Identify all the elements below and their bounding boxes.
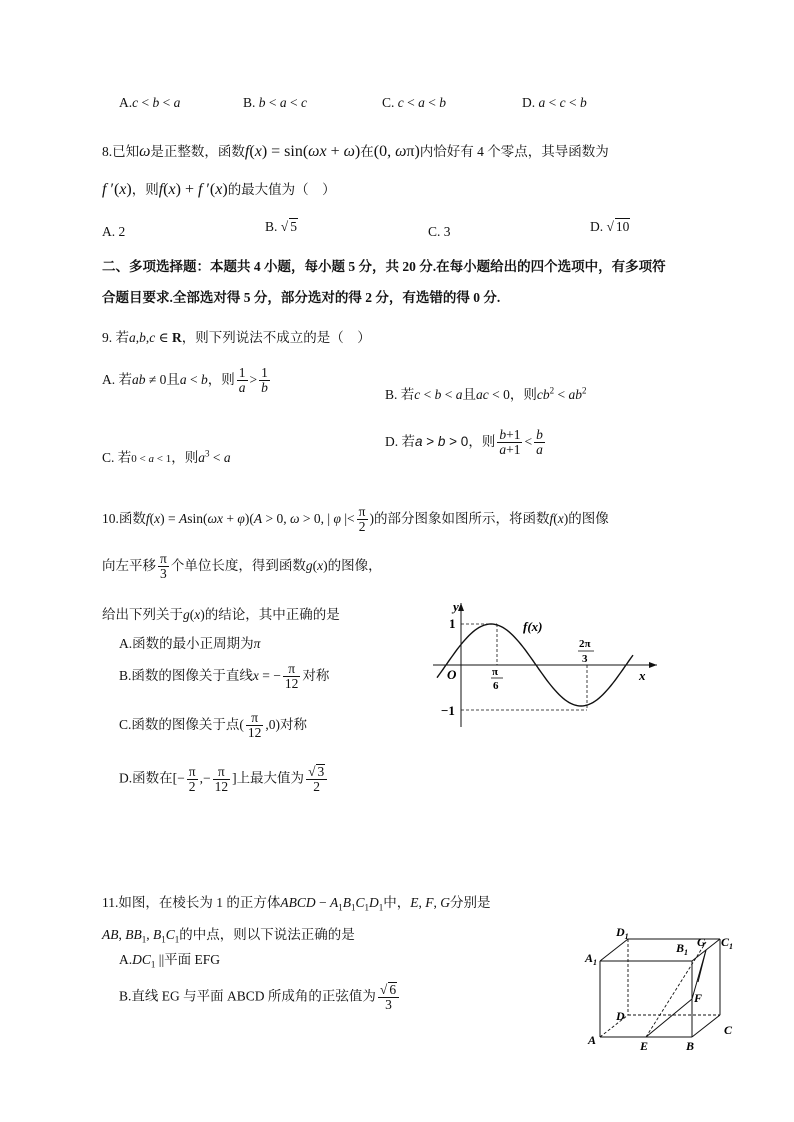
q10-stem-line1: 10.函数f(x) = Asin(ωx + φ)(A > 0, ω > 0, | φ |< $\frac{\pi}{2}$ )的部分图象如图所示，将函数f(x)的图像: [102, 504, 609, 535]
label-A1: $A_1$: [585, 951, 598, 967]
y-axis-label: y: [453, 599, 459, 614]
q8-option-d: D. √ 10: [590, 219, 630, 234]
label-B: B: [686, 1039, 695, 1053]
q10-text: 的部分图象如图所示，将函数: [374, 510, 550, 526]
q8-option-b: B. √ 5: [265, 219, 297, 234]
y-tick-1: 1: [449, 616, 456, 631]
cube-figure: [580, 922, 740, 1054]
label-D1: $D_1$: [616, 925, 629, 941]
q10-text: 的图像，: [327, 557, 382, 573]
x-tick-pi: π: [492, 666, 499, 678]
q10-text: A.函数的最小正周期为: [119, 636, 254, 651]
q8-text: 是正整数，函数: [150, 144, 245, 159]
q7-option-a: A.c < b < a: [119, 95, 181, 110]
x-axis-arrow: [649, 662, 657, 668]
q8-option-b-label: B.: [265, 219, 278, 234]
x-axis-label: x: [639, 668, 646, 683]
q9-text: ，则下列说法不成立的是（ ）: [181, 330, 371, 345]
q7-option-d-label: D.: [522, 95, 536, 110]
q10-option-a: A.函数的最小正周期为π: [119, 636, 261, 651]
q9-text: A. 若: [102, 371, 132, 387]
sine-graph: [425, 595, 665, 730]
q11-stem-line2: AB, $BB_1$, $B_1C_1$的中点，则以下说法正确的是: [102, 927, 355, 945]
q9-option-b: B. 若c < b < a且ac < 0，则$cb^2 < ab^2$: [385, 385, 587, 402]
label-C1: $C_1$: [721, 935, 734, 951]
q8-text: 在: [360, 144, 374, 159]
q9-text: ，则: [509, 387, 537, 402]
q8-text: 已知: [112, 144, 140, 159]
origin-label: O: [447, 667, 457, 682]
q7-option-b: B. b < a < c: [243, 95, 308, 110]
q7-option-b-label: B.: [243, 95, 256, 110]
q10-text: B.函数的图像关于直线: [119, 667, 253, 683]
q8-option-d-label: D.: [590, 219, 604, 234]
section2-line1: 二、多项选择题：本题共 4 小题，每小题 5 分，共 20 分.在每小题给出的四个选项中，有多项符: [102, 259, 666, 274]
q10-text: 上最大值为: [236, 770, 305, 786]
edge-A1D1: [600, 939, 628, 961]
q11-text: A.: [119, 952, 133, 967]
q10-text: 给出下列关于: [102, 607, 183, 622]
q10-text: 对称: [302, 667, 330, 683]
q9-text: 9. 若: [102, 330, 129, 345]
q11-text: 平面 EFG: [164, 952, 221, 967]
q9-text: 且: [462, 387, 477, 402]
q7-option-d: D. a < c < b: [522, 95, 587, 110]
q9-option-a: A. 若ab ≠ 0且a < b，则 $\frac{1}{a}$ > $\frac{1}{b}$: [102, 365, 268, 396]
q10-stem-line3: 给出下列关于g(x)的结论，其中正确的是: [102, 607, 340, 622]
q11-option-a: $A.DC_1$ ||平面 EFG: [119, 952, 221, 970]
q11-text: B.直线 EG 与平面 ABCD 所成角的正弦值为: [119, 988, 376, 1004]
q11-text: 中，: [383, 895, 411, 910]
q9-stem: 9. 若a,b,c ∈ R，则下列说法不成立的是（ ）: [102, 330, 371, 345]
q8-number: 8.: [102, 144, 113, 159]
q9-text: ，则: [171, 450, 199, 465]
label-B1: $B_1$: [676, 941, 689, 957]
x-tick-6: 6: [493, 680, 499, 692]
q9-text: ，则: [468, 433, 496, 449]
q10-text: D.函数在: [119, 770, 173, 786]
segment-EF: [646, 999, 692, 1037]
q8-text: 内恰好有 4 个零点，其导函数为: [419, 144, 609, 159]
q10-stem-line2: 向左平移 $\frac{\pi}{3}$ 个单位长度，得到函数g(x)的图像，: [102, 551, 382, 582]
q10-option-c: C.函数的图像关于点( $\frac{\pi}{12}$ ,0)对称: [119, 710, 308, 741]
q10-option-d: D.函数在[− $\frac{\pi}{2}$ ,− $\frac{\pi}{12}$ ]上最大值为 $\frac{√ 3}{2}$: [119, 764, 329, 794]
segment-EG: [646, 942, 706, 1037]
q10-text: 个单位长度，得到函数: [170, 557, 306, 573]
q10-option-b: B.函数的图像关于直线x = − $\frac{\pi}{12}$ 对称: [119, 661, 330, 692]
q7-option-c-label: C.: [382, 95, 395, 110]
label-A: A: [588, 1033, 597, 1047]
q8-text: ，则: [131, 182, 159, 197]
q8-option-a: A. 2: [102, 224, 126, 239]
q8-stem-line2: f ′(x)，则f(x) + f ′(x)的最大值为（ ）: [102, 181, 336, 198]
x-tick-2pi: 2π: [579, 638, 591, 650]
q9-option-d: D. 若a > b > 0，则 $\frac{b+1}{a+1}$ < $\frac{b}{a}$: [385, 427, 543, 458]
curve-label: f(x): [523, 619, 543, 634]
label-F: F: [694, 991, 703, 1005]
label-C: C: [724, 1023, 733, 1037]
x-tick-3: 3: [582, 653, 588, 665]
q9-text: C. 若: [102, 450, 132, 465]
q10-text: 对称: [280, 716, 308, 732]
q7-option-c: C. c < a < b: [382, 95, 447, 110]
q11-option-b: B.直线 EG 与平面 ABCD 所成角的正弦值为 $\frac{√ 6}{3}$: [119, 982, 401, 1012]
q10-text: C.函数的图像关于点: [119, 716, 240, 732]
q8-option-c: C. 3: [428, 224, 451, 239]
q9-text: 且: [166, 371, 180, 387]
q9-text: ，则: [207, 371, 235, 387]
q8-text: 的最大值为（ ）: [227, 182, 336, 197]
y-axis-arrow: [458, 603, 464, 611]
label-D: D: [616, 1009, 625, 1023]
q9-option-c: C. 若0 < a < 1，则$a^3 < a$: [102, 448, 231, 465]
q10-text: 向左平移: [102, 557, 156, 573]
q11-stem-line1: 11.如图，在棱长为 1 的正方体ABCD − $A_1B_1C_1D_1$中，E, F, G分别是: [102, 895, 491, 913]
label-E: E: [640, 1039, 649, 1053]
q11-text: 11.如图，在棱长为 1 的正方体: [102, 895, 281, 910]
edge-BC: [692, 1015, 720, 1037]
q7-option-a-label: A.: [119, 95, 133, 110]
q9-text: D. 若: [385, 433, 415, 449]
q11-text: 分别是: [450, 895, 491, 910]
q11-text: 的中点，则以下说法正确的是: [179, 927, 355, 942]
q10-text: 10.函数: [102, 510, 146, 526]
q8-stem-line1: 8.已知ω是正整数，函数f(x) = sin(ωx + ω)在(0, ωπ)内恰好有 4 个零点，其导函数为: [102, 143, 609, 160]
label-G: G: [697, 935, 706, 949]
q10-text: 的结论，其中正确的是: [204, 607, 340, 622]
q10-text: 的图像: [568, 510, 609, 526]
y-tick-neg1: −1: [441, 703, 455, 718]
section2-line2: 合题目要求.全部选对得 5 分，部分选对的得 2 分，有选错的得 0 分.: [102, 290, 501, 305]
q9-text: B. 若: [385, 387, 415, 402]
